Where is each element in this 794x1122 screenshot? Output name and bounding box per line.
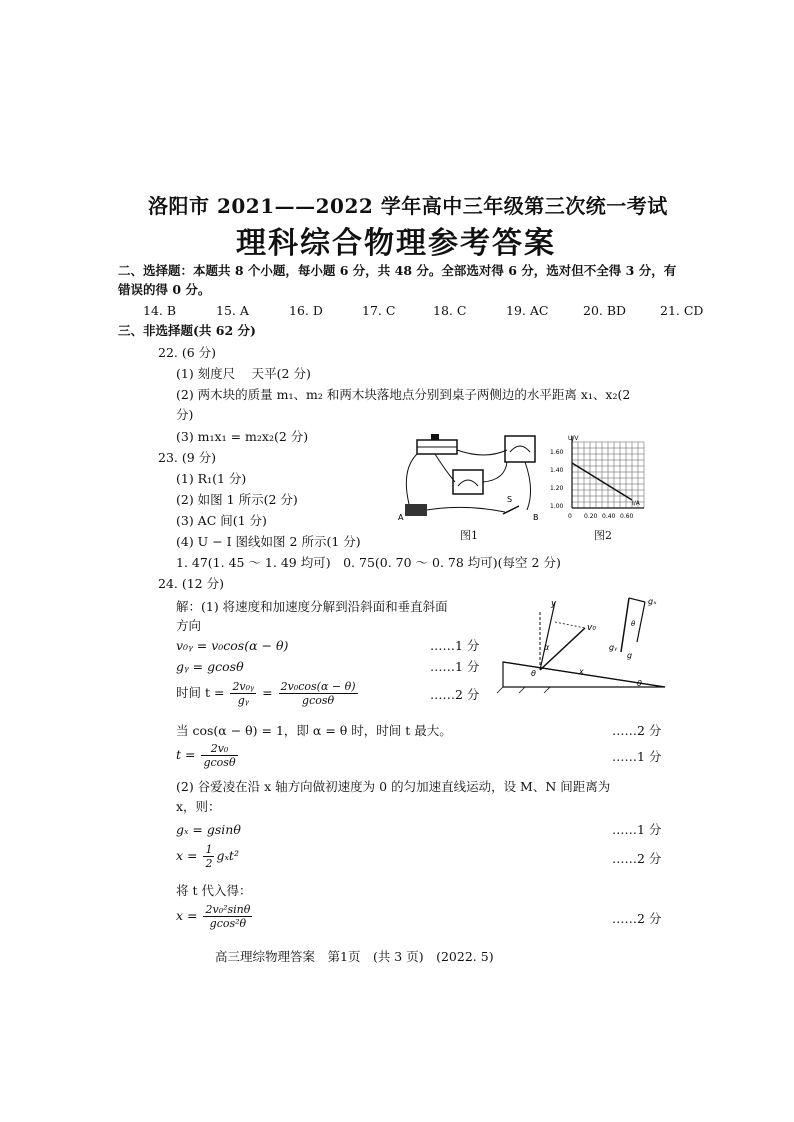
voltmeter xyxy=(453,470,483,494)
q22-line1: (1) 刻度尺 天平(2 分) xyxy=(176,366,311,381)
score: ……1 分 xyxy=(430,638,480,653)
denominator: gcos²θ xyxy=(209,917,247,930)
eq7-prefix: x = xyxy=(176,908,198,923)
label-g: g xyxy=(627,651,633,660)
label-theta: θ xyxy=(637,679,642,688)
fraction xyxy=(201,742,237,769)
q23-line5: 1. 47(1. 45 ～ 1. 49 均可) 0. 75(0. 70 ～ 0. 78 均可)(每空 2 分) xyxy=(176,555,561,570)
q23-head: 23. (9 分) xyxy=(158,450,217,465)
ytick: 1.40 xyxy=(550,467,564,474)
label-alpha: α xyxy=(544,643,550,652)
ytick: 1.00 xyxy=(550,503,564,510)
q22-line3: (3) m₁x₁ = m₂x₂(2 分) xyxy=(176,429,309,444)
q24-eq1: v₀ᵧ = v₀cos(α − θ) xyxy=(176,638,289,653)
label-A: A xyxy=(398,513,404,522)
q24-substitute-line: 将 t 代入得： xyxy=(176,883,252,898)
xtick: 0 xyxy=(568,513,572,520)
q24-eq6 xyxy=(176,843,239,870)
score: ……2 分 xyxy=(430,687,480,702)
q24-eq4 xyxy=(176,742,240,769)
q23-line3: (3) AC 间(1 分) xyxy=(176,513,267,528)
q24-part2-line2: x，则： xyxy=(176,799,221,814)
q22-line2: (2) 两木块的质量 m₁、m₂ 和两木块落地点分别到桌子两侧边的水平距离 x₁、x₂(2 xyxy=(176,387,631,402)
q23-line1: (1) R₁(1 分) xyxy=(176,471,247,486)
q22-head: 22. (6 分) xyxy=(158,345,217,360)
answer-14: 14. B xyxy=(143,303,177,318)
q24-eq3: 时间 t = $\frac{\text{2v₀ᵧ}}{\text{gᵧ}}$ = $\frac{\text{2v₀cos(α − θ)}}{gcos\theta}$ xyxy=(176,680,356,707)
circuit-figure xyxy=(395,430,545,525)
score: ……2 分 xyxy=(612,911,662,926)
label-B: B xyxy=(533,513,539,522)
q24-line1: 解：(1) 将速度和加速度分解到沿斜面和垂直斜面 xyxy=(176,599,448,614)
ui-graph xyxy=(548,430,658,525)
label-v0: v₀ xyxy=(587,623,596,633)
q24-eq7 xyxy=(176,903,254,930)
answer-16: 16. D xyxy=(289,303,323,318)
eq3-prefix: 时间 t = xyxy=(176,685,225,700)
fig2-caption: 图2 xyxy=(594,529,612,542)
numerator: 2v₀²sinθ xyxy=(205,903,251,916)
label-theta: θ xyxy=(631,620,636,628)
xtick: 0.60 xyxy=(620,513,634,520)
page-footer: 高三理综物理答案 第1页 (共 3 页) (2022. 5) xyxy=(215,949,494,964)
switch xyxy=(503,506,519,514)
exam-title: 洛阳市 2021——2022 学年高中三年级第三次统一考试 xyxy=(148,194,668,218)
score: ……2 分 xyxy=(612,723,662,738)
ammeter xyxy=(505,436,535,462)
label-x: x xyxy=(579,667,584,676)
denominator: gᵧ xyxy=(237,694,249,707)
y-axis-arrow xyxy=(540,602,555,670)
denominator: gcosθ xyxy=(203,756,236,769)
answer-21: 21. CD xyxy=(660,303,704,318)
eq4-prefix: t = xyxy=(176,747,196,762)
slope-figure xyxy=(495,592,675,697)
section2-heading: 二、选择题：本题共 8 个小题，每小题 6 分，共 48 分。全部选对得 6 分，选对但不全得 3 分，有 xyxy=(118,263,677,278)
q23-line2: (2) 如图 1 所示(2 分) xyxy=(176,492,298,507)
eq6-prefix: x = xyxy=(176,848,198,863)
fraction xyxy=(230,680,256,707)
ytick: 1.60 xyxy=(550,449,564,456)
score: ……2 分 xyxy=(612,851,662,866)
answer-19: 19. AC xyxy=(506,303,549,318)
q23-line4: (4) U − I 图线如图 2 所示(1 分) xyxy=(176,534,361,549)
q24-eq2: gᵧ = gcosθ xyxy=(176,659,244,674)
fig1-caption: 图1 xyxy=(460,529,478,542)
battery xyxy=(405,504,427,516)
q24-part2-line1: (2) 谷爱凌在沿 x 轴方向做初速度为 0 的匀加速直线运动，设 M、N 间距离为 xyxy=(176,779,611,794)
q24-line2: 方向 xyxy=(176,618,202,633)
label-y: y xyxy=(551,599,557,609)
q24-head: 24. (12 分) xyxy=(158,576,224,591)
denominator: gcosθ xyxy=(302,694,335,707)
label-theta: θ xyxy=(531,669,536,678)
numerator: 2v₀ᵧ xyxy=(232,680,255,693)
score: ……1 分 xyxy=(612,822,662,837)
ytick: 1.20 xyxy=(550,485,564,492)
numerator: 2v₀cos(α − θ) xyxy=(280,680,356,693)
eq6-suffix: gₓt² xyxy=(216,848,239,863)
g-arrow xyxy=(621,598,629,652)
q22-line2-cont: 分) xyxy=(176,407,194,422)
section3-heading: 三、非选择题(共 62 分) xyxy=(118,323,256,338)
label-S: S xyxy=(507,495,513,504)
x-axis-label: I/A xyxy=(632,500,640,507)
xtick: 0.20 xyxy=(584,513,598,520)
xtick: 0.40 xyxy=(602,513,616,520)
numerator: 2v₀ xyxy=(201,742,237,756)
score: ……1 分 xyxy=(612,749,662,764)
fraction xyxy=(203,843,214,870)
denominator: 2 xyxy=(205,857,213,870)
q24-when-line: 当 cos(α − θ) = 1，即 α = θ 时，时间 t 最大。 xyxy=(176,723,452,738)
answer-15: 15. A xyxy=(216,303,249,318)
label-gy: gᵧ xyxy=(609,643,618,652)
fraction xyxy=(279,680,358,707)
answer-17: 17. C xyxy=(362,303,396,318)
answer-18: 18. C xyxy=(433,303,467,318)
answer-title: 理科综合物理参考答案 xyxy=(236,226,556,261)
q24-eq5: gₓ = gsinθ xyxy=(176,822,241,837)
label-gx: gₓ xyxy=(648,597,657,606)
numerator: 1 xyxy=(205,843,213,856)
section2-heading-cont: 错误的得 0 分。 xyxy=(118,282,211,297)
y-axis-label: U/V xyxy=(568,435,579,442)
answer-20: 20. BD xyxy=(583,303,627,318)
score: ……1 分 xyxy=(430,659,480,674)
fraction xyxy=(203,903,252,930)
